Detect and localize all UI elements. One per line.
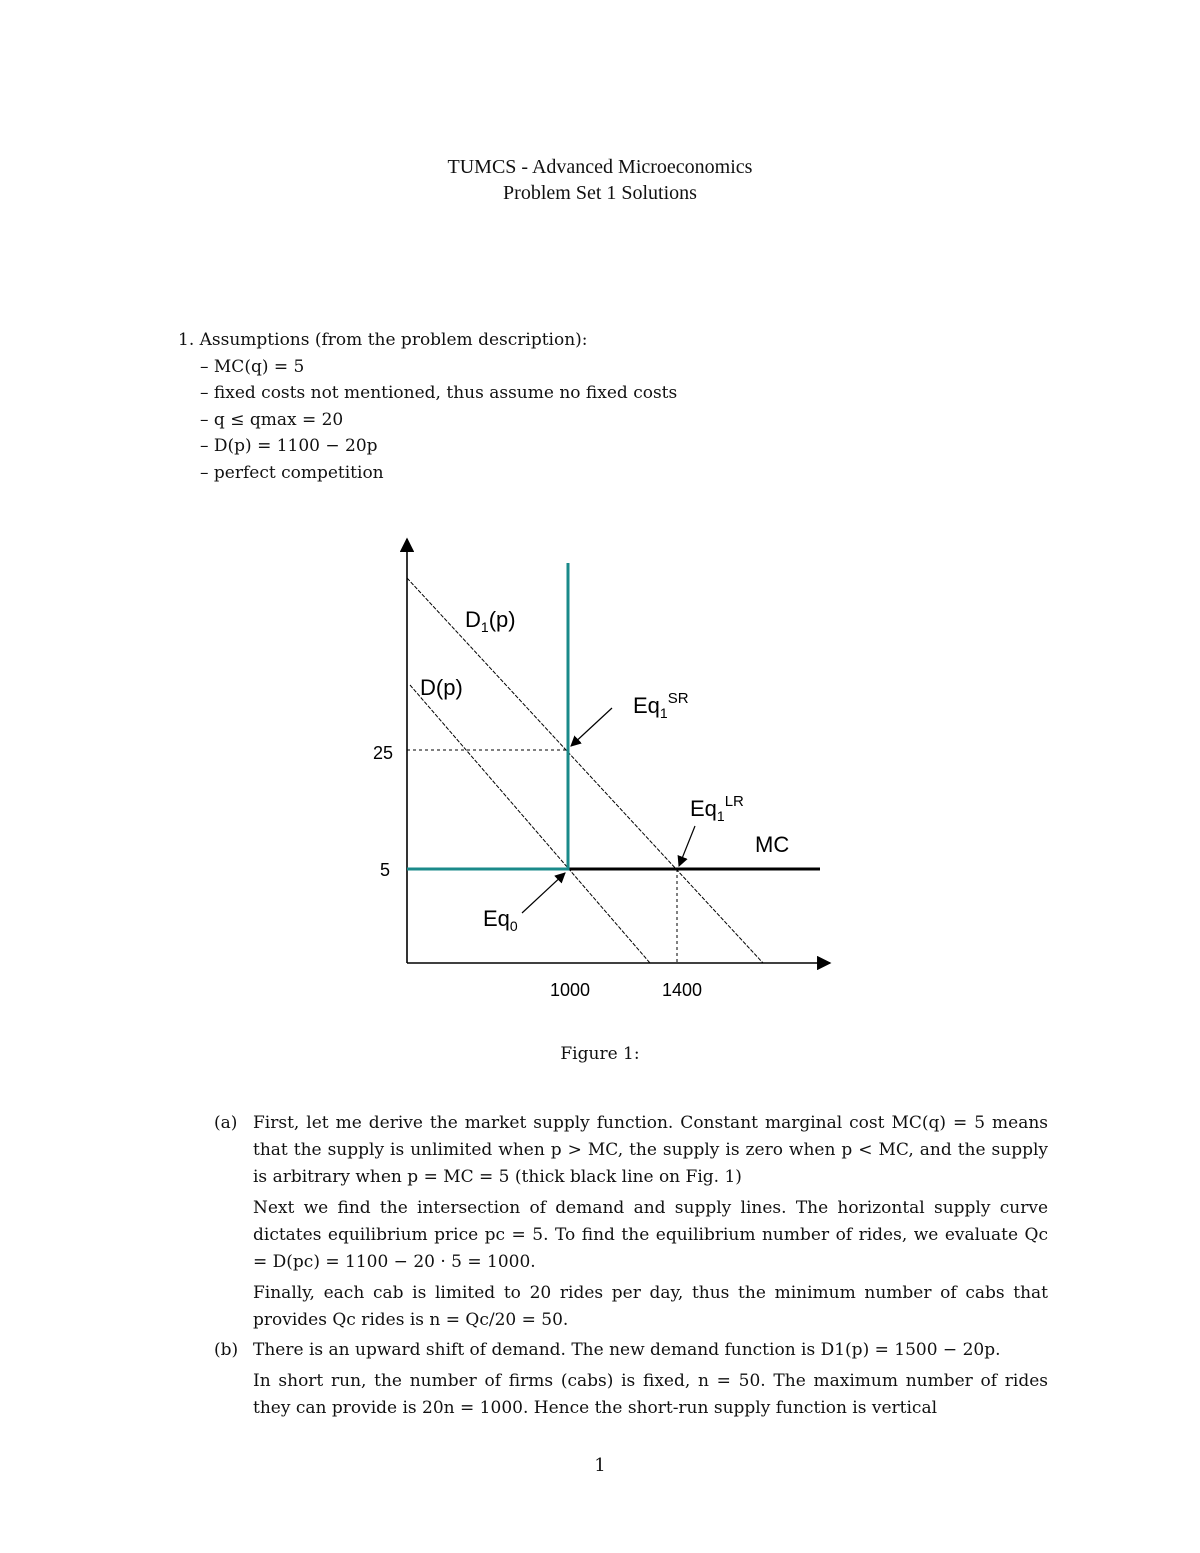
tick-x-1400: 1400 bbox=[662, 980, 703, 1000]
tick-y-5: 5 bbox=[380, 860, 391, 880]
label-eq0: $Eq_0$ bbox=[483, 906, 518, 934]
figure-caption: Figure 1: bbox=[560, 1044, 640, 1064]
figure-1-chart bbox=[360, 525, 840, 1005]
part-a-paragraph-2: Next we find the intersection of demand and supply lines. The horizontal supply curve dictates equilibrium price pc = 5. To find the equilibrium number of rides, we evaluate Qc = D(pc) = 1100 − 20 · 5 = 1000. bbox=[253, 1198, 1048, 1272]
assumption-item: – MC(q) = 5 bbox=[200, 356, 305, 377]
solution-part-b bbox=[216, 1337, 1048, 1422]
label-d1: $D_1(p)$ bbox=[465, 607, 516, 635]
part-a-paragraph-1: First, let me derive the market supply function. Constant marginal cost MC(q) = 5 means that the supply is unlimited when p > MC, the supply is zero when p < MC, and the supply is arbitrary when p = MC = 5 (thick black line on Fig. 1) bbox=[253, 1113, 1048, 1187]
page-number: 1 bbox=[594, 1455, 606, 1476]
label-mc: MC bbox=[755, 832, 790, 857]
demand-curve-d bbox=[410, 685, 650, 963]
assumptions-heading: 1. Assumptions (from the problem description): bbox=[178, 330, 588, 350]
part-b-paragraph-1: There is an upward shift of demand. The new demand function is D1(p) = 1500 − 20p. bbox=[253, 1340, 1001, 1360]
assumption-item: – perfect competition bbox=[200, 462, 384, 483]
assumptions-list bbox=[178, 327, 677, 486]
short-run-supply-curve bbox=[407, 563, 568, 869]
demand-curve-d1 bbox=[407, 578, 763, 963]
part-b-paragraph-2: In short run, the number of firms (cabs) is fixed, n = 50. The maximum number of rides they can provide is 20n = 1000. Hence the short-run supply function is vertical bbox=[253, 1371, 1048, 1418]
solution-part-a bbox=[216, 1110, 1048, 1334]
document-title: TUMCS - Advanced Microeconomics bbox=[447, 156, 753, 178]
label-d: D(p) bbox=[420, 675, 463, 700]
tick-x-1000: 1000 bbox=[550, 980, 591, 1000]
assumption-item: – fixed costs not mentioned, thus assume no fixed costs bbox=[200, 383, 678, 403]
eq0-arrow bbox=[522, 873, 565, 913]
part-a-label: (a) bbox=[214, 1113, 238, 1133]
label-eq-sr: $Eq_1^{SR}$ bbox=[633, 690, 689, 721]
eq-lr-arrow bbox=[679, 826, 695, 866]
assumption-item: – q ≤ qmax = 20 bbox=[200, 409, 344, 430]
part-b-label: (b) bbox=[214, 1340, 239, 1360]
tick-y-25: 25 bbox=[373, 743, 394, 763]
assumption-item: – D(p) = 1100 − 20p bbox=[200, 436, 378, 456]
label-eq-lr: $Eq_1^{LR}$ bbox=[690, 793, 744, 824]
eq-sr-arrow bbox=[571, 708, 612, 746]
part-a-paragraph-3: Finally, each cab is limited to 20 rides per day, thus the minimum number of cabs that provides Qc rides is n = Qc/20 = 50. bbox=[253, 1283, 1048, 1330]
document-subtitle: Problem Set 1 Solutions bbox=[503, 182, 697, 204]
